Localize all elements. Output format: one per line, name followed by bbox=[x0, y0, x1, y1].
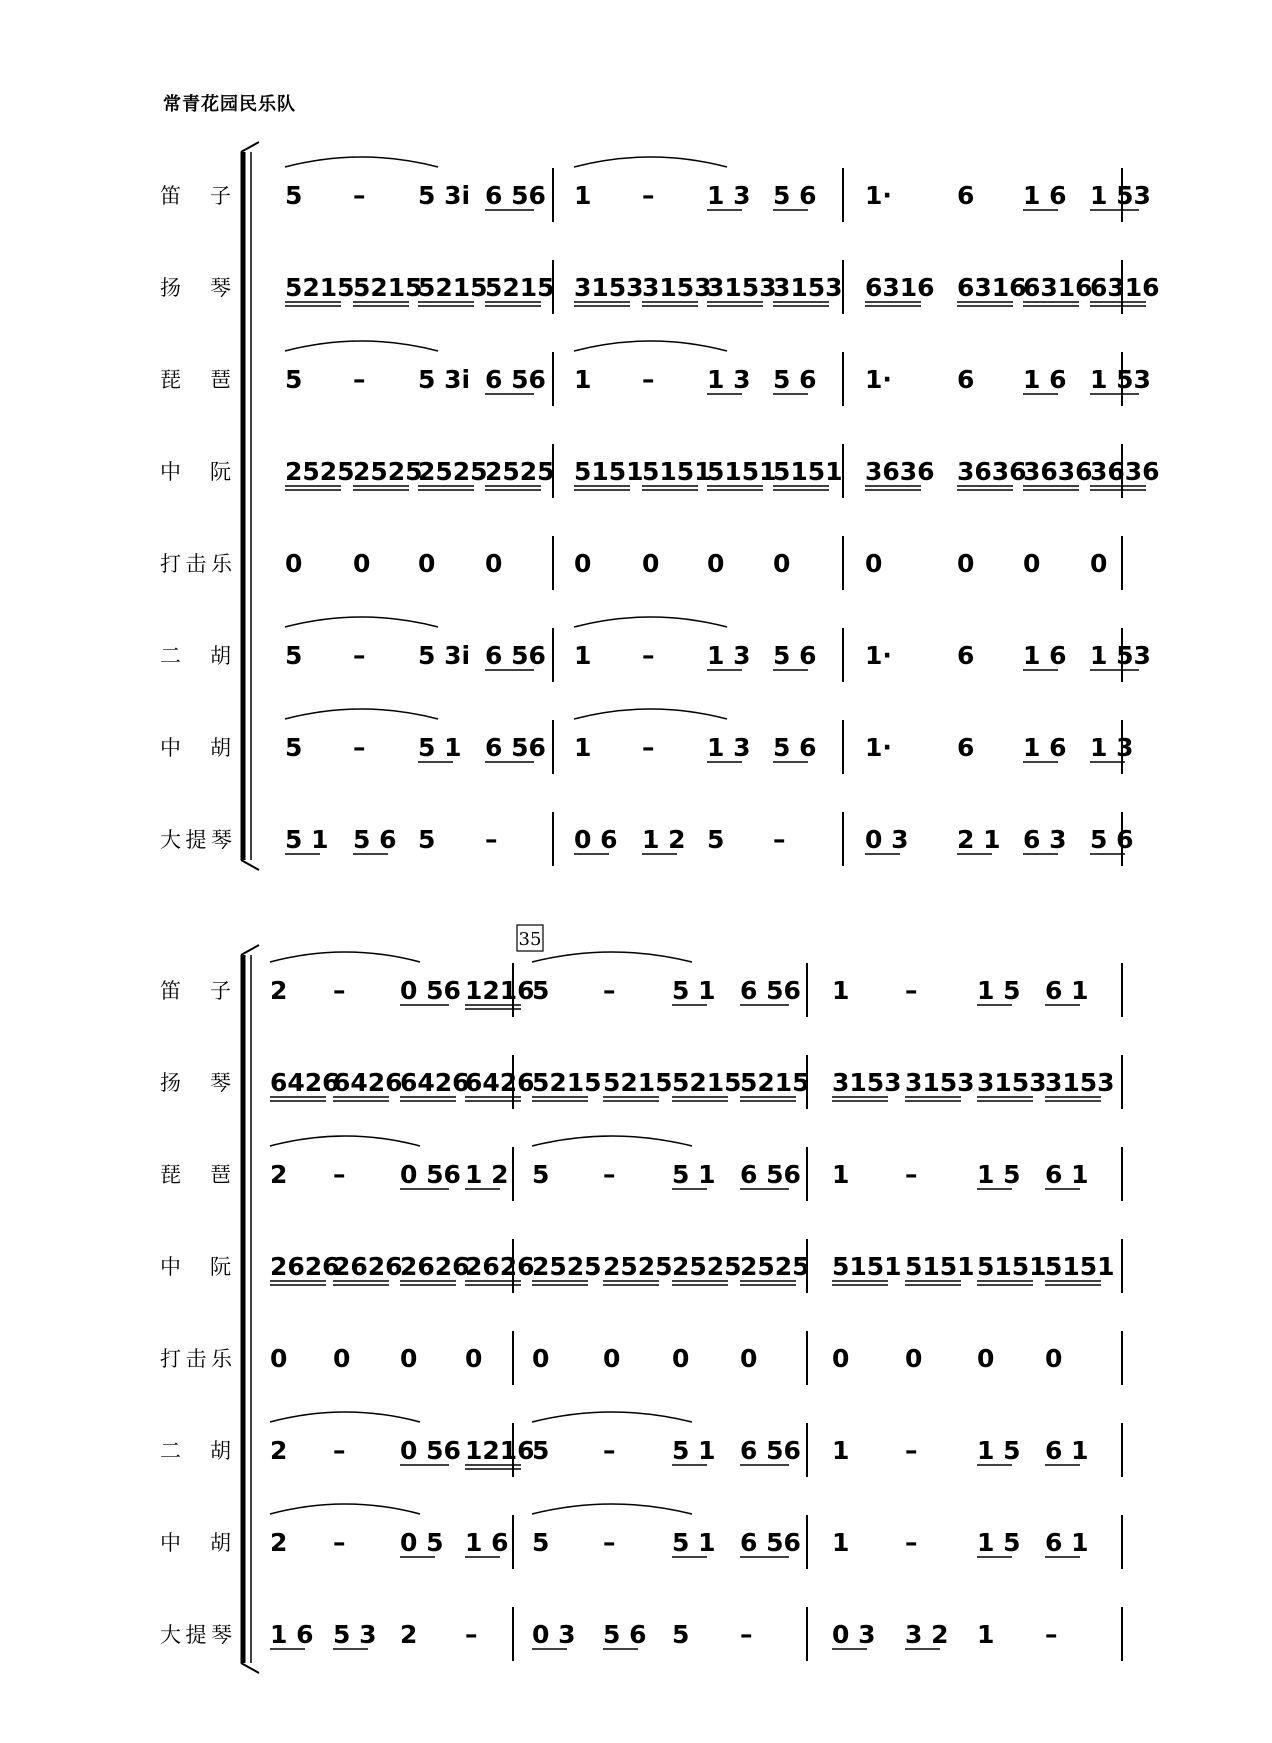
note-group: 5 1 bbox=[672, 1528, 716, 1557]
note-group: 1 3 bbox=[707, 365, 751, 394]
note-group: 5215 bbox=[353, 273, 423, 302]
note-group: 1216 bbox=[465, 1436, 535, 1465]
slur-arc bbox=[574, 341, 727, 351]
note-group: 1 2 bbox=[465, 1160, 509, 1189]
note-group: 5 bbox=[532, 1160, 550, 1189]
note-group: 3153 bbox=[977, 1068, 1047, 1097]
note-group: 5 bbox=[285, 733, 303, 762]
note-group: 6 56 bbox=[740, 1436, 801, 1465]
note-group: 3153 bbox=[574, 273, 644, 302]
note-group: 1 5 bbox=[977, 1528, 1021, 1557]
note-group: 6316 bbox=[1023, 273, 1093, 302]
note-group: 5 3i bbox=[418, 641, 471, 670]
note-group: 1 bbox=[832, 1528, 850, 1557]
note-group: 5151 bbox=[642, 457, 712, 486]
note-group: 5215 bbox=[285, 273, 355, 302]
note-group: 0 bbox=[485, 549, 503, 578]
note-group: – bbox=[333, 976, 346, 1005]
note-group: 2626 bbox=[465, 1252, 535, 1281]
note-group: 5 3i bbox=[418, 181, 471, 210]
note-group: 5 3i bbox=[418, 365, 471, 394]
note-group: 6 bbox=[957, 733, 975, 762]
note-group: 5151 bbox=[832, 1252, 902, 1281]
note-group: 0 bbox=[353, 549, 371, 578]
note-group: – bbox=[642, 733, 655, 762]
note-group: – bbox=[603, 1160, 616, 1189]
note-group: 1 5 bbox=[977, 1436, 1021, 1465]
note-group: 5151 bbox=[574, 457, 644, 486]
note-group: 6316 bbox=[865, 273, 935, 302]
note-group: 6 bbox=[957, 181, 975, 210]
note-group: 2525 bbox=[353, 457, 423, 486]
note-group: 0 bbox=[740, 1344, 758, 1373]
instrument-label: 二 bbox=[160, 644, 181, 668]
note-group: 5151 bbox=[905, 1252, 975, 1281]
note-group: 6426 bbox=[270, 1068, 340, 1097]
note-group: 3153 bbox=[905, 1068, 975, 1097]
note-group: 1 bbox=[574, 641, 592, 670]
note-group: 5215 bbox=[740, 1068, 810, 1097]
note-group: 0 bbox=[532, 1344, 550, 1373]
note-group: 5 3 bbox=[333, 1620, 377, 1649]
note-group: 2 1 bbox=[957, 825, 1001, 854]
note-group: 1 3 bbox=[707, 181, 751, 210]
note-group: 2 bbox=[400, 1620, 418, 1649]
note-group: – bbox=[465, 1620, 478, 1649]
note-group: 0 5 bbox=[400, 1528, 444, 1557]
instrument-label: 阮 bbox=[210, 460, 231, 484]
note-group: 5 bbox=[707, 825, 725, 854]
note-group: 0 bbox=[642, 549, 660, 578]
note-group: 1 3 bbox=[707, 733, 751, 762]
instrument-label: 胡 bbox=[210, 644, 231, 668]
measure-number: 35 bbox=[518, 929, 542, 950]
note-group: 6426 bbox=[333, 1068, 403, 1097]
note-group: – bbox=[603, 1528, 616, 1557]
note-group: – bbox=[353, 365, 366, 394]
instrument-label: 胡 bbox=[210, 1439, 231, 1463]
instrument-label: 子 bbox=[210, 184, 231, 208]
note-group: 5 1 bbox=[672, 976, 716, 1005]
note-group: 1 53 bbox=[1090, 641, 1151, 670]
note-group: 5 bbox=[532, 976, 550, 1005]
note-group: 6 bbox=[957, 641, 975, 670]
note-group: 0 bbox=[270, 1344, 288, 1373]
note-group: 1· bbox=[865, 365, 892, 394]
note-group: 1 5 bbox=[977, 1160, 1021, 1189]
note-group: 1 6 bbox=[1023, 181, 1067, 210]
note-group: 1 bbox=[574, 365, 592, 394]
instrument-label: 打击乐 bbox=[160, 552, 232, 576]
note-group: 2 bbox=[270, 1436, 288, 1465]
note-group: 2525 bbox=[285, 457, 355, 486]
note-group: 5 6 bbox=[773, 365, 817, 394]
note-group: 1 bbox=[832, 976, 850, 1005]
note-group: 0 3 bbox=[865, 825, 909, 854]
note-group: – bbox=[333, 1160, 346, 1189]
note-group: 1 bbox=[832, 1436, 850, 1465]
note-group: 6426 bbox=[465, 1068, 535, 1097]
note-group: 0 56 bbox=[400, 1436, 461, 1465]
note-group: 2525 bbox=[672, 1252, 742, 1281]
note-group: 3636 bbox=[1090, 457, 1160, 486]
note-group: 0 bbox=[465, 1344, 483, 1373]
note-group: – bbox=[642, 641, 655, 670]
note-group: 6316 bbox=[957, 273, 1027, 302]
note-group: 6 56 bbox=[740, 976, 801, 1005]
note-group: 0 bbox=[1045, 1344, 1063, 1373]
note-group: 5 6 bbox=[603, 1620, 647, 1649]
note-group: 1 2 bbox=[642, 825, 686, 854]
slur-arc bbox=[285, 709, 438, 719]
note-group: 5215 bbox=[418, 273, 488, 302]
note-group: – bbox=[353, 733, 366, 762]
note-group: 3153 bbox=[707, 273, 777, 302]
instrument-label: 琴 bbox=[210, 276, 231, 300]
note-group: 6 1 bbox=[1045, 976, 1089, 1005]
note-group: 5 bbox=[285, 365, 303, 394]
slur-arc bbox=[532, 952, 692, 962]
note-group: 5 bbox=[672, 1620, 690, 1649]
note-group: – bbox=[740, 1620, 753, 1649]
note-group: 5 bbox=[532, 1528, 550, 1557]
note-group: – bbox=[485, 825, 498, 854]
note-group: 1 6 bbox=[1023, 365, 1067, 394]
note-group: 0 bbox=[418, 549, 436, 578]
note-group: 1 6 bbox=[270, 1620, 314, 1649]
note-group: 1· bbox=[865, 733, 892, 762]
note-group: 1 6 bbox=[1023, 733, 1067, 762]
note-group: 6 56 bbox=[485, 733, 546, 762]
note-group: 1 bbox=[832, 1160, 850, 1189]
note-group: 1 bbox=[977, 1620, 995, 1649]
note-group: 6426 bbox=[400, 1068, 470, 1097]
note-group: 5215 bbox=[603, 1068, 673, 1097]
note-group: 3 2 bbox=[905, 1620, 949, 1649]
note-group: 3153 bbox=[832, 1068, 902, 1097]
note-group: – bbox=[333, 1528, 346, 1557]
bracket-cap bbox=[241, 1663, 259, 1673]
note-group: 5215 bbox=[485, 273, 555, 302]
note-group: 0 56 bbox=[400, 1160, 461, 1189]
note-group: 2525 bbox=[418, 457, 488, 486]
note-group: 0 3 bbox=[532, 1620, 576, 1649]
slur-arc bbox=[574, 157, 727, 167]
note-group: – bbox=[642, 365, 655, 394]
slur-arc bbox=[285, 617, 438, 627]
note-group: 2525 bbox=[740, 1252, 810, 1281]
note-group: 2626 bbox=[270, 1252, 340, 1281]
note-group: 5 1 bbox=[672, 1436, 716, 1465]
instrument-label: 琶 bbox=[210, 1163, 231, 1187]
note-group: 1· bbox=[865, 641, 892, 670]
note-group: 1 3 bbox=[707, 641, 751, 670]
note-group: 0 bbox=[957, 549, 975, 578]
note-group: 6 56 bbox=[485, 365, 546, 394]
slur-arc bbox=[270, 1136, 420, 1146]
note-group: 6 1 bbox=[1045, 1436, 1089, 1465]
note-group: – bbox=[905, 1436, 918, 1465]
instrument-label: 琶 bbox=[210, 368, 231, 392]
instrument-label: 琵 bbox=[160, 368, 181, 392]
note-group: 3636 bbox=[957, 457, 1027, 486]
note-group: 5215 bbox=[672, 1068, 742, 1097]
instrument-label: 笛 bbox=[160, 979, 181, 1003]
note-group: 2525 bbox=[485, 457, 555, 486]
bracket-cap bbox=[241, 860, 259, 870]
note-group: 1216 bbox=[465, 976, 535, 1005]
bracket-cap bbox=[241, 945, 259, 955]
note-group: 6 1 bbox=[1045, 1528, 1089, 1557]
note-group: – bbox=[773, 825, 786, 854]
note-group: 6316 bbox=[1090, 273, 1160, 302]
note-group: 3636 bbox=[1023, 457, 1093, 486]
instrument-label: 中 bbox=[160, 460, 181, 484]
note-group: 6 56 bbox=[740, 1528, 801, 1557]
note-group: 5 6 bbox=[773, 641, 817, 670]
note-group: – bbox=[905, 976, 918, 1005]
instrument-label: 大提琴 bbox=[160, 828, 232, 852]
note-group: 1 5 bbox=[977, 976, 1021, 1005]
note-group: 6 1 bbox=[1045, 1160, 1089, 1189]
instrument-label: 阮 bbox=[210, 1255, 231, 1279]
note-group: 5151 bbox=[977, 1252, 1047, 1281]
note-group: 5151 bbox=[707, 457, 777, 486]
note-group: 6 3 bbox=[1023, 825, 1067, 854]
slur-arc bbox=[270, 1412, 420, 1422]
note-group: 0 bbox=[707, 549, 725, 578]
note-group: 3636 bbox=[865, 457, 935, 486]
note-group: – bbox=[603, 1436, 616, 1465]
slur-arc bbox=[285, 157, 438, 167]
instrument-label: 扬 bbox=[160, 276, 181, 300]
note-group: 0 6 bbox=[574, 825, 618, 854]
note-group: 6 56 bbox=[740, 1160, 801, 1189]
instrument-label: 子 bbox=[210, 979, 231, 1003]
note-group: 0 bbox=[333, 1344, 351, 1373]
note-group: 0 56 bbox=[400, 976, 461, 1005]
slur-arc bbox=[574, 617, 727, 627]
instrument-label: 中 bbox=[160, 1255, 181, 1279]
instrument-label: 琵 bbox=[160, 1163, 181, 1187]
note-group: 5 1 bbox=[285, 825, 329, 854]
note-group: – bbox=[333, 1436, 346, 1465]
note-group: 5 6 bbox=[773, 181, 817, 210]
instrument-label: 琴 bbox=[210, 1071, 231, 1095]
note-group: 1 53 bbox=[1090, 365, 1151, 394]
score-header: 常青花园民乐队 bbox=[163, 94, 296, 115]
note-group: 0 bbox=[285, 549, 303, 578]
note-group: – bbox=[353, 181, 366, 210]
instrument-label: 中 bbox=[160, 736, 181, 760]
note-group: 2626 bbox=[400, 1252, 470, 1281]
slur-arc bbox=[285, 341, 438, 351]
instrument-label: 中 bbox=[160, 1531, 181, 1555]
note-group: 0 bbox=[400, 1344, 418, 1373]
note-group: – bbox=[642, 181, 655, 210]
note-group: 6 56 bbox=[485, 181, 546, 210]
note-group: 3153 bbox=[642, 273, 712, 302]
instrument-label: 胡 bbox=[210, 1531, 231, 1555]
note-group: 2626 bbox=[333, 1252, 403, 1281]
note-group: 0 bbox=[865, 549, 883, 578]
note-group: 0 bbox=[773, 549, 791, 578]
slur-arc bbox=[532, 1412, 692, 1422]
note-group: 0 bbox=[1090, 549, 1108, 578]
bracket-cap bbox=[241, 142, 259, 152]
instrument-label: 扬 bbox=[160, 1071, 181, 1095]
note-group: 1 6 bbox=[465, 1528, 509, 1557]
instrument-label: 打击乐 bbox=[160, 1347, 232, 1371]
note-group: 6 bbox=[957, 365, 975, 394]
instrument-label: 二 bbox=[160, 1439, 181, 1463]
instrument-label: 笛 bbox=[160, 184, 181, 208]
note-group: 5151 bbox=[773, 457, 843, 486]
note-group: 0 bbox=[574, 549, 592, 578]
note-group: 0 bbox=[603, 1344, 621, 1373]
slur-arc bbox=[532, 1136, 692, 1146]
note-group: 1· bbox=[865, 181, 892, 210]
note-group: – bbox=[603, 976, 616, 1005]
note-group: 5215 bbox=[532, 1068, 602, 1097]
note-group: 0 bbox=[1023, 549, 1041, 578]
note-group: 1 bbox=[574, 733, 592, 762]
slur-arc bbox=[574, 709, 727, 719]
note-group: 1 6 bbox=[1023, 641, 1067, 670]
note-group: 5 bbox=[418, 825, 436, 854]
note-group: 0 bbox=[977, 1344, 995, 1373]
note-group: 0 bbox=[832, 1344, 850, 1373]
note-group: 2 bbox=[270, 976, 288, 1005]
slur-arc bbox=[532, 1504, 692, 1514]
note-group: – bbox=[905, 1528, 918, 1557]
note-group: 5 bbox=[532, 1436, 550, 1465]
slur-arc bbox=[270, 952, 420, 962]
note-group: 5151 bbox=[1045, 1252, 1115, 1281]
note-group: 0 3 bbox=[832, 1620, 876, 1649]
note-group: 6 56 bbox=[485, 641, 546, 670]
note-group: – bbox=[353, 641, 366, 670]
note-group: 3153 bbox=[1045, 1068, 1115, 1097]
note-group: 1 3 bbox=[1090, 733, 1134, 762]
note-group: 5 1 bbox=[418, 733, 462, 762]
note-group: – bbox=[905, 1160, 918, 1189]
note-group: 5 bbox=[285, 181, 303, 210]
note-group: 5 6 bbox=[353, 825, 397, 854]
instrument-label: 大提琴 bbox=[160, 1623, 232, 1647]
note-group: 2 bbox=[270, 1528, 288, 1557]
note-group: 5 bbox=[285, 641, 303, 670]
instrument-label: 胡 bbox=[210, 736, 231, 760]
note-group: 2525 bbox=[603, 1252, 673, 1281]
note-group: 1 53 bbox=[1090, 181, 1151, 210]
note-group: 1 bbox=[574, 181, 592, 210]
note-group: 3153 bbox=[773, 273, 843, 302]
note-group: 0 bbox=[672, 1344, 690, 1373]
note-group: 2525 bbox=[532, 1252, 602, 1281]
note-group: – bbox=[1045, 1620, 1058, 1649]
note-group: 5 6 bbox=[1090, 825, 1134, 854]
note-group: 0 bbox=[905, 1344, 923, 1373]
slur-arc bbox=[270, 1504, 420, 1514]
note-group: 2 bbox=[270, 1160, 288, 1189]
note-group: 5 6 bbox=[773, 733, 817, 762]
note-group: 5 1 bbox=[672, 1160, 716, 1189]
